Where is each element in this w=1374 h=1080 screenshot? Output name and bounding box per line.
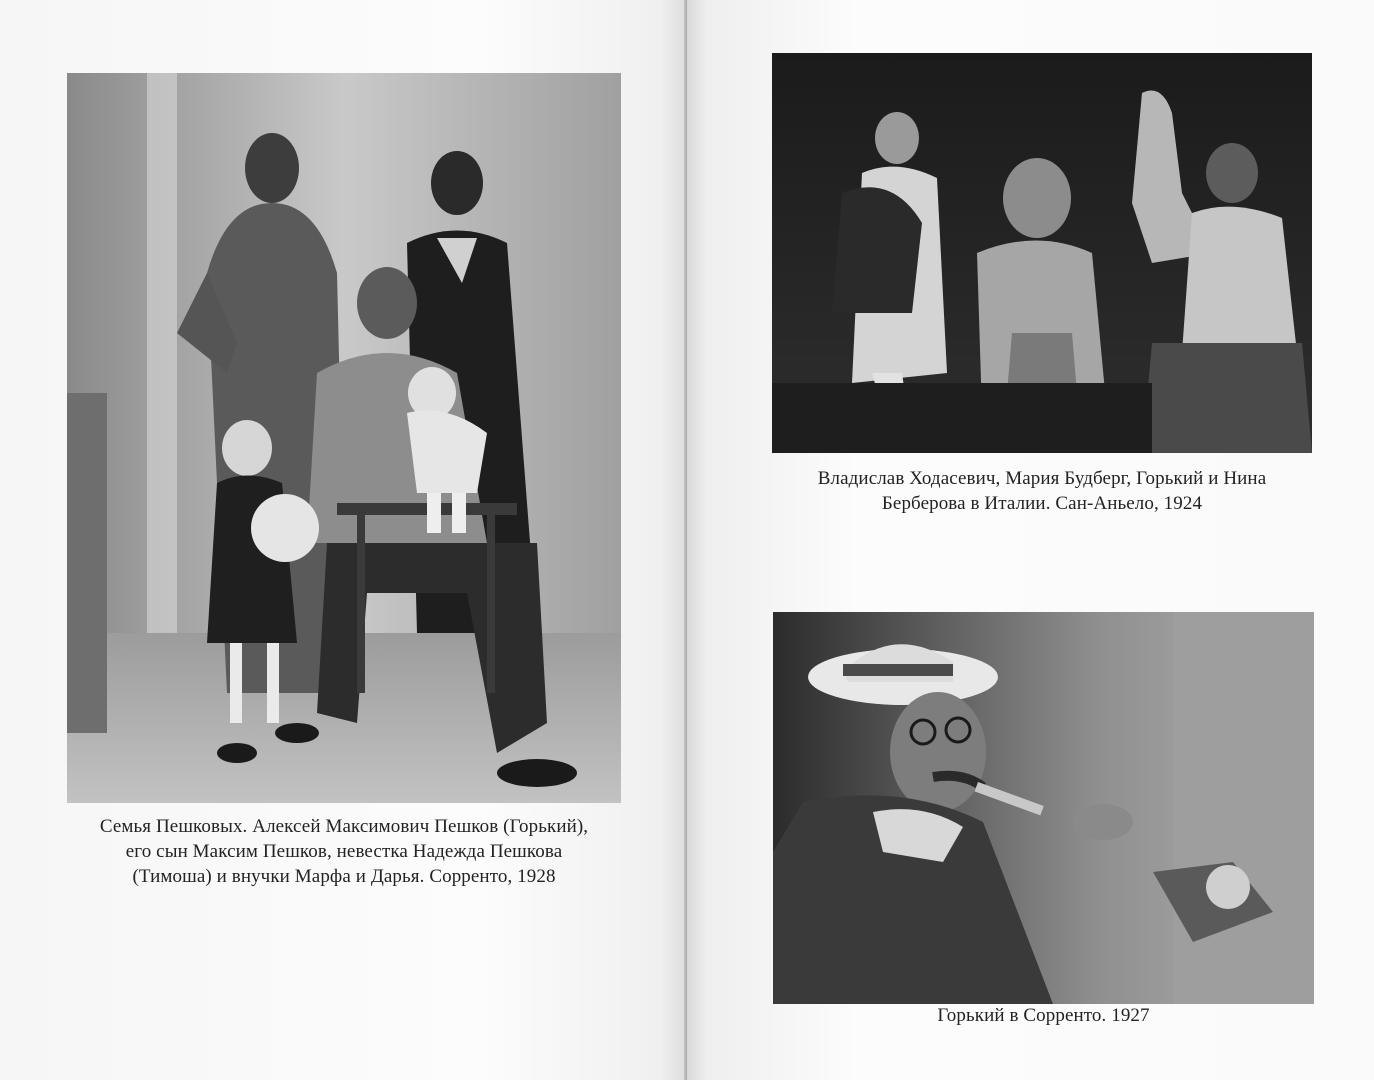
caption-line: (Тимоша) и внучки Марфа и Дарья. Сорренто, 1928 [132, 866, 556, 887]
caption-line: его сын Максим Пешков, невестка Надежда Пешкова [125, 841, 563, 862]
group-photo [772, 53, 1312, 453]
group-photo-caption [772, 466, 1312, 516]
gorky-photo-caption [773, 1003, 1314, 1028]
caption-line: Семья Пешковых. Алексей Максимович Пешков (Горький), [99, 816, 589, 837]
gorky-photo [773, 612, 1314, 1004]
family-photo-caption [67, 814, 621, 889]
caption-line: Горький в Сорренто. 1927 [937, 1005, 1150, 1026]
family-photo [67, 73, 621, 803]
caption-line: Берберова в Италии. Сан-Аньело, 1924 [881, 493, 1203, 514]
caption-line: Владислав Ходасевич, Мария Будберг, Горький и Нина [817, 468, 1267, 489]
